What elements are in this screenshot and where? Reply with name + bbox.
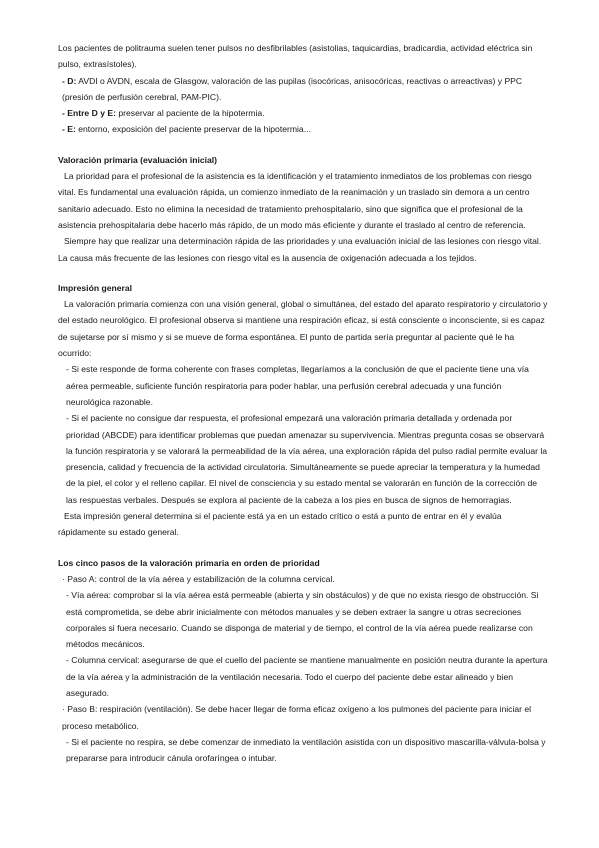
step-a-airway: - Vía aérea: comprobar si la vía aérea está permeable (abierta y sin obstáculos) y de que no exista riesgo de obstrucción. Si está comprometida, se debe abrir inicialmente con métodos manuales y se deben extraer la sangre u otras secreciones corporales si fuera necesario. Cuando se disponga de material y de tiempo, el control de la vía aérea puede realizarse con métodos mecánicos. xyxy=(66,590,539,650)
section-heading-impression: Impresión general xyxy=(58,282,133,293)
primary-paragraph-1: La prioridad para el profesional de la asistencia es la identificación y el tratamiento inmediatos de los problemas con riesgo vital. Es fundamental una evaluación rápida, un comienzo inmediato de la reanimación y un traslado sin demora a un centro sanitario adecuado. Esto no elimina la necesidad de tratamiento prehospitalario, sino que significa que el profesional de la asistencia prehospitalaria debe hacerlo más rápido, de un modo más eficiente y durante el traslado al centro de referencia. xyxy=(58,171,532,230)
section-heading-steps: Los cinco pasos de la valoración primaria en orden de prioridad xyxy=(58,557,320,568)
impression-paragraph-1: La valoración primaria comienza con una visión general, global o simultánea, del estado del aparato respiratorio y circulatorio y del estado neurológico. El profesional observa si mantiene una respiración eficaz, si está consciente o inconsciente, si es capaz de sujetarse por sí mismo y si se mueve de forma espontánea. El punto de partida sería preguntar al paciente qué le ha ocurrido: xyxy=(58,299,548,359)
item-d-e-text: preservar al paciente de la hipotermia. xyxy=(115,108,265,119)
item-d-e-key: - Entre D y E: xyxy=(62,108,116,119)
item-d-text: AVDI o AVDN, escala de Glasgow, valoración de las pupilas (isocóricas, anisocóricas, reactivas o arreactivas) y PPC (presión de perfusión cerebral, PAM-PIC). xyxy=(62,75,523,102)
item-d-key: - D: xyxy=(62,75,77,86)
primary-paragraph-2: Siempre hay que realizar una determinación rápida de las prioridades y una evaluación inicial de las lesiones con riesgo vital. La causa más frecuente de las lesiones con riesgo vital es la ausencia de oxigenación adecuada a los tejidos. xyxy=(58,236,542,263)
item-d-e xyxy=(58,105,548,121)
item-d xyxy=(58,73,548,106)
step-b-no-breathing: - Si el paciente no respira, se debe comenzar de inmediato la ventilación asistida con un dispositivo mascarilla-válvula-bolsa y prepararse para introducir cánula orofaríngea o intubar. xyxy=(66,736,546,764)
document-body xyxy=(58,40,548,766)
step-a: · Paso A: control de la vía aérea y estabilización de la columna cervical. xyxy=(62,573,335,584)
item-e-key: - E: xyxy=(62,124,76,135)
step-b: · Paso B: respiración (ventilación). Se debe hacer llegar de forma eficaz oxígeno a los pulmones del paciente para iniciar el proceso metabólico. xyxy=(62,704,532,731)
item-e xyxy=(58,121,548,137)
intro-paragraph: Los pacientes de politrauma suelen tener pulsos no desfibrilables (asistolias, taquicardias, bradicardia, actividad eléctrica sin pulso, extrasístoles). xyxy=(58,43,533,70)
step-a-cervical: - Columna cervical: asegurarse de que el cuello del paciente se mantiene manualmente en posición neutra durante la apertura de la vía aérea y la administración de la ventilación necesaria. Todo el cuerpo del paciente debe estar alineado y bien asegurado. xyxy=(66,655,548,698)
item-e-text: entorno, exposición del paciente preservar de la hipotermia... xyxy=(75,124,311,135)
impression-paragraph-2: Esta impresión general determina si el paciente está ya en un estado crítico o está a punto de entrar en él y evalúa rápidamente su estado general. xyxy=(58,511,502,538)
impression-bullet-1: - Si este responde de forma coherente con frases completas, llegaríamos a la conclusión de que el paciente tiene una vía aérea permeable, suficiente función respiratoria para poder hablar, una perfusión cerebral adecuada y una función neurológica razonable. xyxy=(66,364,529,407)
impression-bullet-2: - Si el paciente no consigue dar respuesta, el profesional empezará una valoración primaria detallada y ordenada por prioridad (ABCDE) para identificar problemas que puedan amenazar su supervivencia. Mientras pregunta cosas se observará la función respiratoria y se valorará la permeabilidad de la vía aérea, una exploración rápida del pulso radial permite evaluar la presencia, calidad y frecuencia de la actividad circulatoria. Simultáneamente se puede apreciar la temperatura y la humedad de la piel, el color y el relleno capilar. El nivel de consciencia y su estado mental se valorarán en función de la corrección de las respuestas verbales. Después se explora al paciente de la cabeza a los pies en busca de signos de hemorragias. xyxy=(66,413,548,505)
section-heading-primary: Valoración primaria (evaluación inicial) xyxy=(58,154,218,165)
